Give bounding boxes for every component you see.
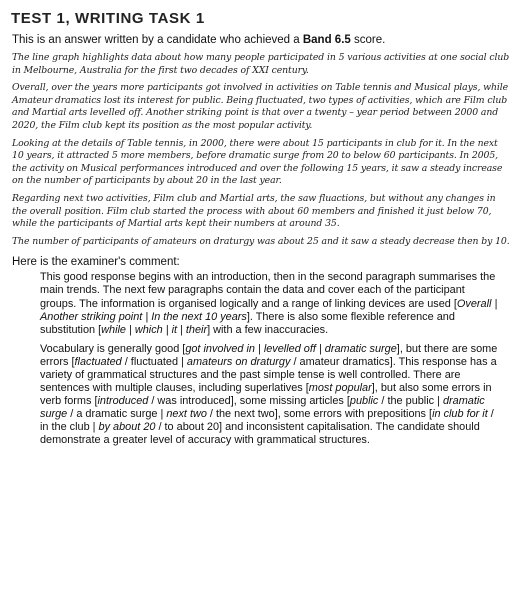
quoted-example: dramatic surge <box>40 395 485 421</box>
page-title: TEST 1, WRITING TASK 1 <box>11 10 205 27</box>
essay-paragraph-3: Looking at the details of Table tennis, in 2000, there were about 15 participants in club for it. In the next 10 years, it attracted 5 more members, before dramatic surge from 20 to below 60 participants. In 2005, the activity on Musical performances introduced and over the following 15 years, it saw a steady increase on the number of participants by about 20 in the last year. <box>12 137 503 187</box>
quoted-example: most popular <box>308 382 372 395</box>
comment-text: / a dramatic surge | <box>67 408 167 421</box>
quoted-example: flactuated <box>74 355 122 368</box>
comment-text: / was introduced], some missing articles [ <box>148 395 350 408</box>
comment-text: / to about 20] and inconsistent capitalisation. The candidate should demonstrate a greater level of accuracy with grammatical structures. <box>40 421 480 447</box>
examiner-comment <box>40 271 503 447</box>
essay-paragraph-1: The line graph highlights data about how many people participated in 5 various activities at one social club in Melbourne, Australia for the first two decades of XXI century. <box>12 52 510 76</box>
examiner-heading: Here is the examiner's comment: <box>12 256 180 269</box>
comment-text: ] with a few inaccuracies. <box>207 323 329 336</box>
quoted-example: while | which | it | their <box>101 323 208 336</box>
quoted-example: introduced <box>97 395 149 408</box>
essay-paragraph-5: The number of participants of amateurs on draturgy was about 25 and it saw a steady decrease then by 10. <box>12 235 510 247</box>
quoted-example: got involved in | levelled off | dramatic surge <box>185 342 397 355</box>
comment-text: This good response begins with an introduction, then in the second paragraph summarises the main trends. The next few paragraphs contain the data and cover each of the participant groups. The information is organised logically and a range of linking devices are used [ <box>40 271 496 310</box>
comment-text: ]. There is also some flexible reference and substitution [ <box>40 310 455 336</box>
intro-prefix: This is an answer written by a candidate who achieved a <box>12 34 303 46</box>
comment-text: / fluctuated | <box>121 355 187 368</box>
quoted-example: amateurs on draturgy <box>186 355 291 368</box>
essay-paragraph-2: Overall, over the years more participants got involved in activities on Table tennis and Musical plays, while Amateur dramatics lost its interest for public. Being fluctuated, two types of activities, which are Film club and Martial arts levelled off. Another striking point is that over a twenty – year period between 2000 and 2020, the Film club kept its position as the most popular activity. <box>12 82 509 131</box>
intro-line <box>12 34 511 46</box>
comment-text: ], but there are some errors [ <box>40 342 498 368</box>
examiner-comment-paragraph-1 <box>40 271 503 336</box>
examiner-comment-paragraph-2 <box>40 343 503 448</box>
handwritten-essay <box>12 52 511 248</box>
comment-text: / the next two], some errors with prepositions [ <box>206 408 433 421</box>
comment-text: / in the club | <box>40 408 494 434</box>
essay-paragraph-4: Regarding next two activities, Film club and Martial arts, the saw fluactions, but without any changes in the overall position. Film club started the process with about 60 members and finished it just below 70, while the participants of Martial arts kept their numbers at around 35. <box>12 192 496 230</box>
comment-text: Vocabulary is generally good [ <box>40 342 186 355</box>
comment-text: / the public | <box>378 395 443 408</box>
quoted-example: Overall | Another striking point | In the next 10 years <box>40 297 498 323</box>
quoted-example: public <box>349 395 379 408</box>
comment-text: ], but also some errors in verb forms [ <box>40 382 492 408</box>
quoted-example: next two <box>166 408 207 421</box>
quoted-example: in club for it <box>432 408 488 421</box>
band-score: Band 6.5 <box>302 34 351 46</box>
intro-suffix: score. <box>350 34 386 46</box>
comment-text: / amateur dramatics]. This response has a variety of grammatical structures and the past simple tense is well controlled. There are sentences with multiple clauses, including superlatives [ <box>40 355 497 395</box>
quoted-example: by about 20 <box>98 421 156 434</box>
